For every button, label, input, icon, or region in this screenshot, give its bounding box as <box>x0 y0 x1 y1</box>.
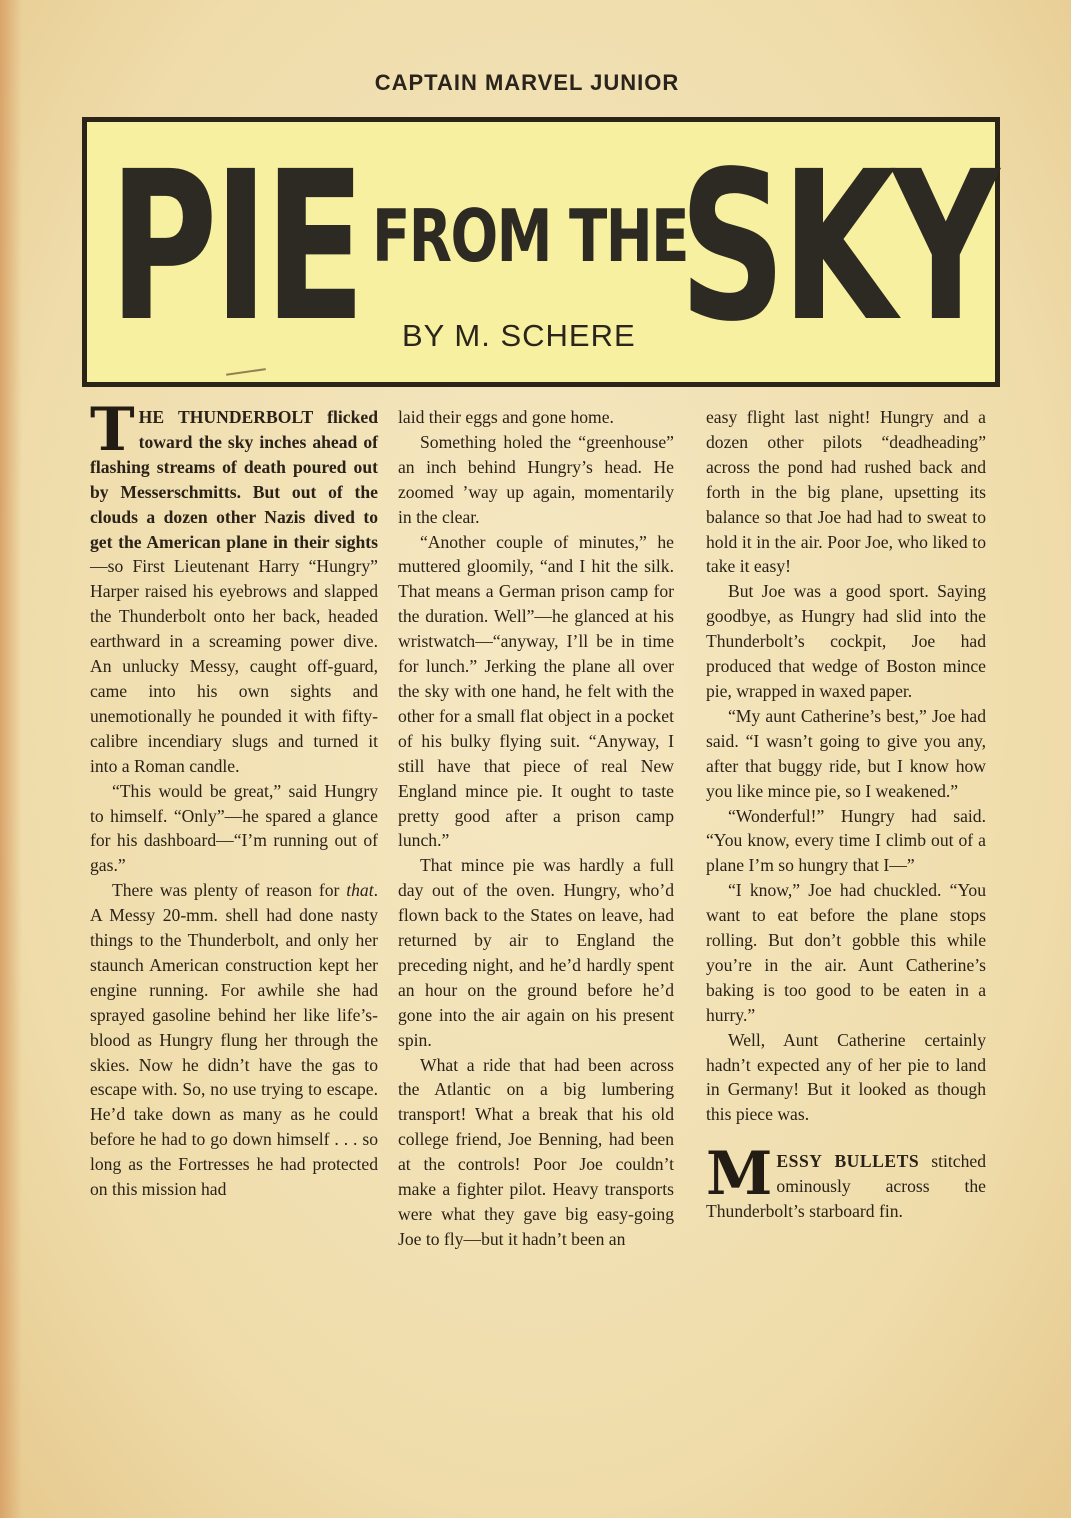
text-column-3 <box>706 405 986 1224</box>
paragraph: “My aunt Catherine’s best,” Joe had said. “I wasn’t going to give you any, after that buggy ride, but I know how you like mince pie, so I weakened.” <box>706 705 986 801</box>
text-column-1 <box>90 395 378 1202</box>
paragraph: “I know,” Joe had chuckled. “You want to eat before the plane stops rolling. But don’t gobble this while you’re in the air. Aunt Catherine’s baking is too good to be eaten in a hurry.” <box>706 880 986 1025</box>
bold-lead-text: HE THUNDERBOLT flicked toward the sky inches ahead of flashing streams of death poured out by Messerschmitts. But out of the clouds a dozen other Nazis dived to get the American plane in their sights <box>90 407 378 552</box>
drop-cap: M <box>706 1139 773 1210</box>
paragraph: laid their eggs and gone home. <box>398 407 614 427</box>
emphasis-text: that <box>346 880 374 901</box>
paragraph: Something holed the “greenhouse” an inch behind Hungry’s head. He zoomed ’way up again, momentarily in the clear. <box>398 431 674 527</box>
drop-cap: T <box>90 395 135 465</box>
paragraph: easy flight last night! Hungry and a dozen other pilots “deadheading” across the pond had rushed back and forth in the big plane, upsetting its balance so that Joe had had to sweat to hold it in the air. Poor Joe, who liked to take it easy! <box>706 407 986 577</box>
title-panel <box>82 117 1000 387</box>
paragraph-text: . A Messy 20-mm. shell had done nasty things to the Thunderbolt, and only her staunch American construction kept her engine running. For awhile she had sprayed gasoline behind her like life’s-blood as Hungry flung her through the skies. Now he didn’t have the gas to escape with. So, no use trying to escape. He’d take down as many as he could before he had to go down himself . . . so long as the Fortresses he had protected on this mission had <box>90 880 378 1200</box>
paragraph: “Another couple of minutes,” he muttered gloomily, “and I hit the silk. That means a German prison camp for the duration. Well”—he glanced at his wristwatch—“anyway, I’ll be in time for lunch.” Jerking the plane all over the sky with one hand, he felt with the other for a small flat object in a pocket of his bulky flying suit. “Anyway, I still have that piece of real New England mince pie. It ought to taste pretty good after a prison camp lunch.” <box>398 531 674 851</box>
paragraph: What a ride that had been across the Atlantic on a big lumbering transport! What a break that his old college friend, Joe Benning, had been at the controls! Poor Joe couldn’t make a fighter pilot. Heavy transports were what they gave big easy-going Joe to fly—but it hadn’t been an <box>398 1054 674 1249</box>
paragraph: But Joe was a good sport. Saying goodbye, as Hungry had slid into the Thunderbolt’s cockpit, Joe had produced that wedge of Boston mince pie, wrapped in waxed paper. <box>706 581 986 701</box>
paragraph-opening <box>90 395 378 779</box>
bold-lead-text: ESSY BULLETS <box>776 1151 920 1172</box>
title-word-pie: PIE <box>109 127 362 367</box>
paragraph: That mince pie was hardly a full day out of the oven. Hungry, who’d flown back to the States on leave, had returned by air to England the preceding night, and he’d hardly spent an hour on the ground before he’d gone into the air again on his present spin. <box>398 855 674 1050</box>
paragraph-text: —so First Lieutenant Harry “Hungry” Harper raised his eyebrows and slapped the Thunderbolt onto her back, headed earthward in a screaming power dive. An unlucky Messy, caught off-guard, came into his own sights and unemotionally he pounded it with fifty-calibre incendiary slugs and turned it into a Roman candle. <box>90 556 378 776</box>
paragraph: “Wonderful!” Hungry had said. “You know, every time I climb out of a plane I’m so hungry that I—” <box>706 805 986 876</box>
paragraph-text: There was plenty of reason for <box>112 880 347 901</box>
paragraph-text: stitched ominously across the Thunderbolt’s starboard fin. <box>706 1151 986 1222</box>
running-title: CAPTAIN MARVEL JUNIOR <box>374 70 680 95</box>
byline: BY M. SCHERE <box>402 318 636 353</box>
text-column-2 <box>398 405 674 1252</box>
title-word-from-the: FROM THE <box>372 194 688 278</box>
paragraph-section-start <box>706 1139 986 1224</box>
paragraph: Well, Aunt Catherine certainly hadn’t expected any of her pie to land in Germany! But it looked as though this piece was. <box>706 1029 986 1125</box>
paragraph <box>90 878 378 1202</box>
page-edge-stain <box>0 0 22 1518</box>
title-word-sky: SKY <box>679 127 996 367</box>
paragraph: “This would be great,” said Hungry to himself. “Only”—he spared a glance for his dashboard—“I’m running out of gas.” <box>90 780 378 876</box>
